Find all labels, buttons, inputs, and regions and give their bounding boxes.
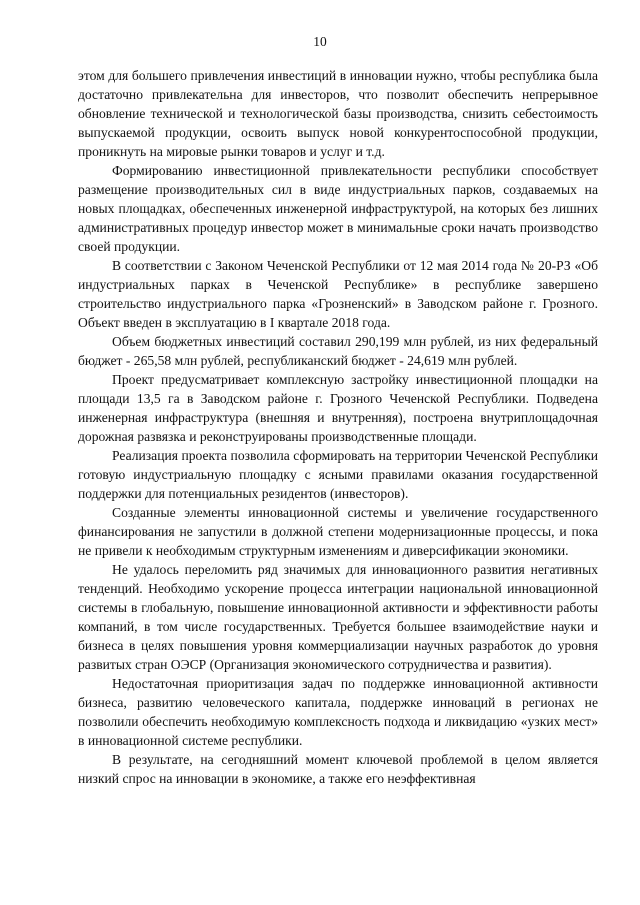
document-body bbox=[78, 66, 598, 788]
paragraph-negative-trends: Не удалось переломить ряд значимых для инновационного развития негативных тенденций. Необходимо ускорение процесса интеграции национальной инновационной системы в глобальную, повышение инновационной активности и эффективности работы компаний, в том числе государственных. Требуется большее взаимодействие науки и бизнеса в целях повышения уровня коммерциализации научных разработок до уровня развитых стран ОЭСР (Организация экономического сотрудничества и развития). bbox=[78, 562, 598, 672]
paragraph-result-demand: В результате, на сегодняшний момент ключевой проблемой в целом является низкий спрос на инновации в экономике, а также его неэффективная bbox=[78, 752, 598, 786]
paragraph-innovation-system: Созданные элементы инновационной системы и увеличение государственного финансирования не запустили в должной степени модернизационные процессы, и пока не привели к необходимым структурным изменениям и диверсификации экономики. bbox=[78, 505, 598, 558]
paragraph-continuation: этом для большего привлечения инвестиций в инновации нужно, чтобы республика была достаточно привлекательна для инвесторов, что позволит обеспечить непрерывное обновление технической и технологической базы производства, снизить себестоимость выпускаемой продукции, освоить выпуск новой конкурентоспособной продукции, проникнуть на мировые рынки товаров и услуг и т.д. bbox=[78, 68, 598, 159]
paragraph-investment-attractiveness: Формированию инвестиционной привлекательности республики способствует размещение производительных сил в виде индустриальных парков, создаваемых на новых площадках, обеспеченных инженерной инфраструктурой, на которых без лишних административных процедур инвестор может в минимальные сроки начать производство своей продукции. bbox=[78, 163, 598, 254]
page-number: 10 bbox=[313, 34, 327, 49]
paragraph-industrial-park-law: В соответствии с Законом Чеченской Республики от 12 мая 2014 года № 20-РЗ «Об индустриальных парках в Чеченской Республике» в республике завершено строительство индустриального парка «Грозненский» в Заводском районе г. Грозного. Объект введен в эксплуатацию в I квартале 2018 года. bbox=[78, 258, 598, 330]
paragraph-prioritization: Недостаточная приоритизация задач по поддержке инновационной активности бизнеса, развитию человеческого капитала, поддержке инноваций в регионах не позволили обеспечить необходимую комплексность подхода и ликвидацию «узких мест» в инновационной системе республики. bbox=[78, 676, 598, 748]
paragraph-project-description: Проект предусматривает комплексную застройку инвестиционной площадки на площади 13,5 га в Заводском районе г. Грозного Чеченской Республики. Подведена инженерная инфраструктура (внешняя и внутренняя), построена внутриплощадочная дорожная развязка и реконструированы производственные площади. bbox=[78, 372, 598, 444]
paragraph-project-result: Реализация проекта позволила сформировать на территории Чеченской Республики готовую индустриальную площадку с ясными правилами оказания государственной поддержки для потенциальных резидентов (инвесторов). bbox=[78, 448, 598, 501]
paragraph-budget-investments: Объем бюджетных инвестиций составил 290,199 млн рублей, из них федеральный бюджет - 265,58 млн рублей, республиканский бюджет - 24,619 млн рублей. bbox=[78, 334, 598, 368]
